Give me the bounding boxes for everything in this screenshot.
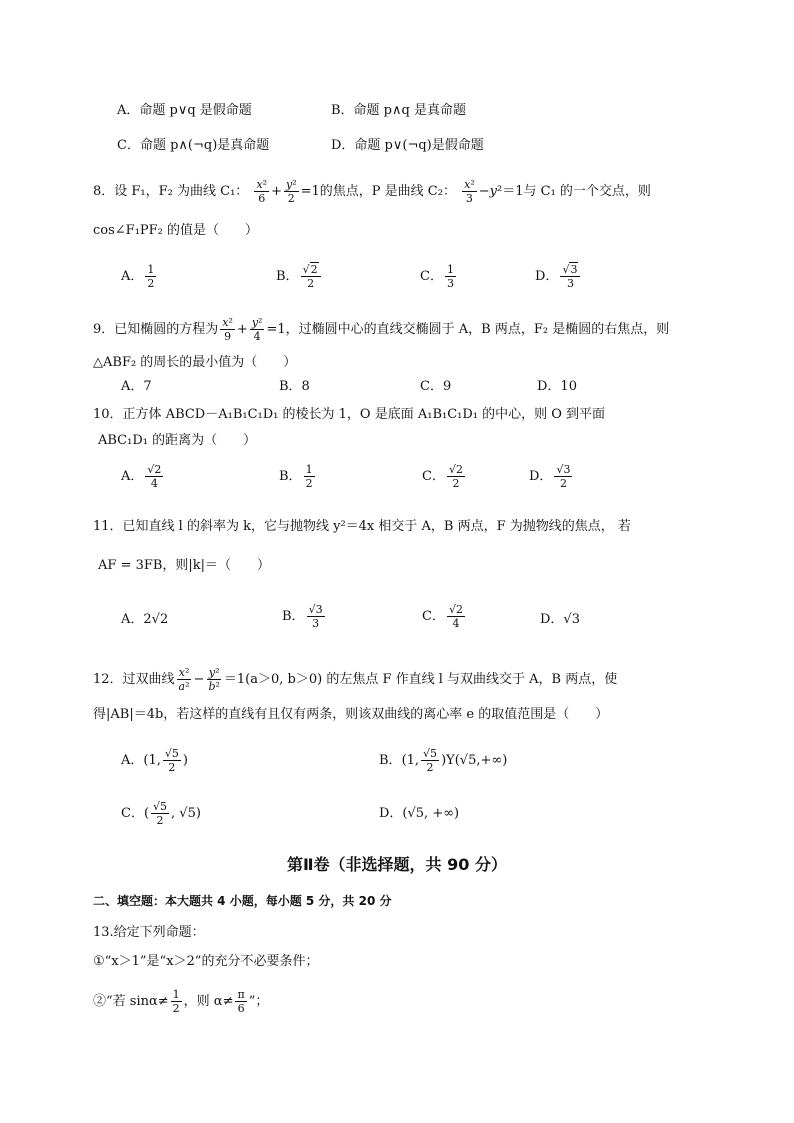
q9-option-d: D．10 — [537, 379, 577, 394]
q9-stem-line2: △ABF₂ 的周长的最小值为（ ） — [93, 355, 297, 370]
q8-stem-line1: 8．设 F₁，F₂ 为曲线 C₁： $\frac{\text{x²}}{6}$ + $\frac{\text{y²}}{2}$ =1的焦点，P 是曲线 C₂： $\frac{\text{x²}}{3}$ −y²＝1与 C₁ 的一个交点，则 — [93, 178, 651, 205]
q10-option-c: C． $\frac{√2}{2}$ — [422, 463, 463, 490]
q10-option-a: A． $\frac{√2}{4}$ — [121, 463, 162, 490]
q12-stem-line1: 12．过双曲线 $\frac{\text{x²}}{\text{a²}}$ − $\frac{\text{y²}}{\text{b²}}$ ＝1(a＞0, b＞0) 的左焦点 F 作直线 l 与双曲线交于 A，B 两点，使 — [93, 666, 618, 693]
q9-option-b: B．8 — [279, 379, 310, 394]
q8-stem-line2: cos∠F₁PF₂ 的值是（ ） — [93, 223, 259, 238]
q13-item1: ①“x＞1”是“x＞2”的充分不必要条件； — [93, 954, 319, 969]
q12-option-d: D．(√5, +∞) — [379, 806, 460, 821]
q7-option-d: D．命题 p∨(¬q)是假命题 — [331, 138, 484, 153]
q10-option-d: D． $\frac{√3}{2}$ — [529, 463, 571, 490]
q12-stem-line2: 得|AB|＝4b，若这样的直线有且仅有两条，则该双曲线的离心率 e 的取值范围是（ ） — [93, 707, 609, 722]
section2-heading: 二、填空题：本大题共 4 小题，每小题 5 分，共 20 分 — [93, 894, 392, 908]
q11-stem-line1: 11．已知直线 l 的斜率为 k，它与抛物线 y²＝4x 相交于 A，B 两点，F 为抛物线的焦点， 若 — [93, 519, 631, 534]
q11-option-b: B． $\frac{√3}{3}$ — [282, 603, 323, 630]
q13-item2: ②“若 sinα≠ $\frac{1}{2}$ ，则 α≠ $\frac{\pi}{6}$ ”； — [93, 988, 269, 1015]
q10-stem-line2: ABC₁D₁ 的距离为（ ） — [98, 433, 257, 448]
q7-option-c: C．命题 p∧(¬q)是真命题 — [117, 138, 270, 153]
q12-option-c: C．( $\frac{√5}{2}$ , √5) — [121, 800, 201, 827]
q13-stem: 13.给定下列命题： — [93, 925, 205, 940]
q9-option-c: C．9 — [420, 379, 452, 394]
q8-option-c: C． $\frac{1}{3}$ — [420, 263, 454, 290]
q12-option-b: B．(1, $\frac{√5}{2}$ )Y(√5,+∞) — [379, 747, 508, 774]
q9-option-a: A．7 — [121, 379, 152, 394]
q12-option-a: A．(1, $\frac{√5}{2}$ ) — [121, 747, 188, 774]
part2-title: 第Ⅱ卷（非选择题，共 90 分） — [287, 855, 507, 874]
q11-option-c: C． $\frac{√2}{4}$ — [422, 603, 463, 630]
q9-stem-line1: 9．已知椭圆的方程为 $\frac{\text{x²}}{9}$ + $\frac{\text{y²}}{4}$ =1，过椭圆中心的直线交椭圆于 A，B 两点，F₂ 是椭圆的右焦点，则 — [93, 316, 670, 343]
q8-option-d: D． $\frac{√3}{3}$ — [535, 263, 582, 290]
q8-option-a: A． $\frac{1}{2}$ — [121, 263, 155, 290]
q10-option-b: B． $\frac{1}{2}$ — [279, 463, 313, 490]
q11-option-a: A．2√2 — [121, 612, 169, 627]
q8-option-b: B． $\frac{√2}{2}$ — [276, 263, 323, 290]
q10-stem-line1: 10．正方体 ABCD－A₁B₁C₁D₁ 的棱长为 1，O 是底面 A₁B₁C₁D₁ 的中心，则 O 到平面 — [93, 407, 606, 422]
q7-option-a: A．命题 p∨q 是假命题 — [117, 103, 252, 118]
q11-stem-line2: AF = 3FB，则|k|＝（ ） — [98, 558, 271, 573]
q11-option-d: D．√3 — [540, 612, 580, 627]
q7-option-b: B．命题 p∧q 是真命题 — [331, 103, 466, 118]
